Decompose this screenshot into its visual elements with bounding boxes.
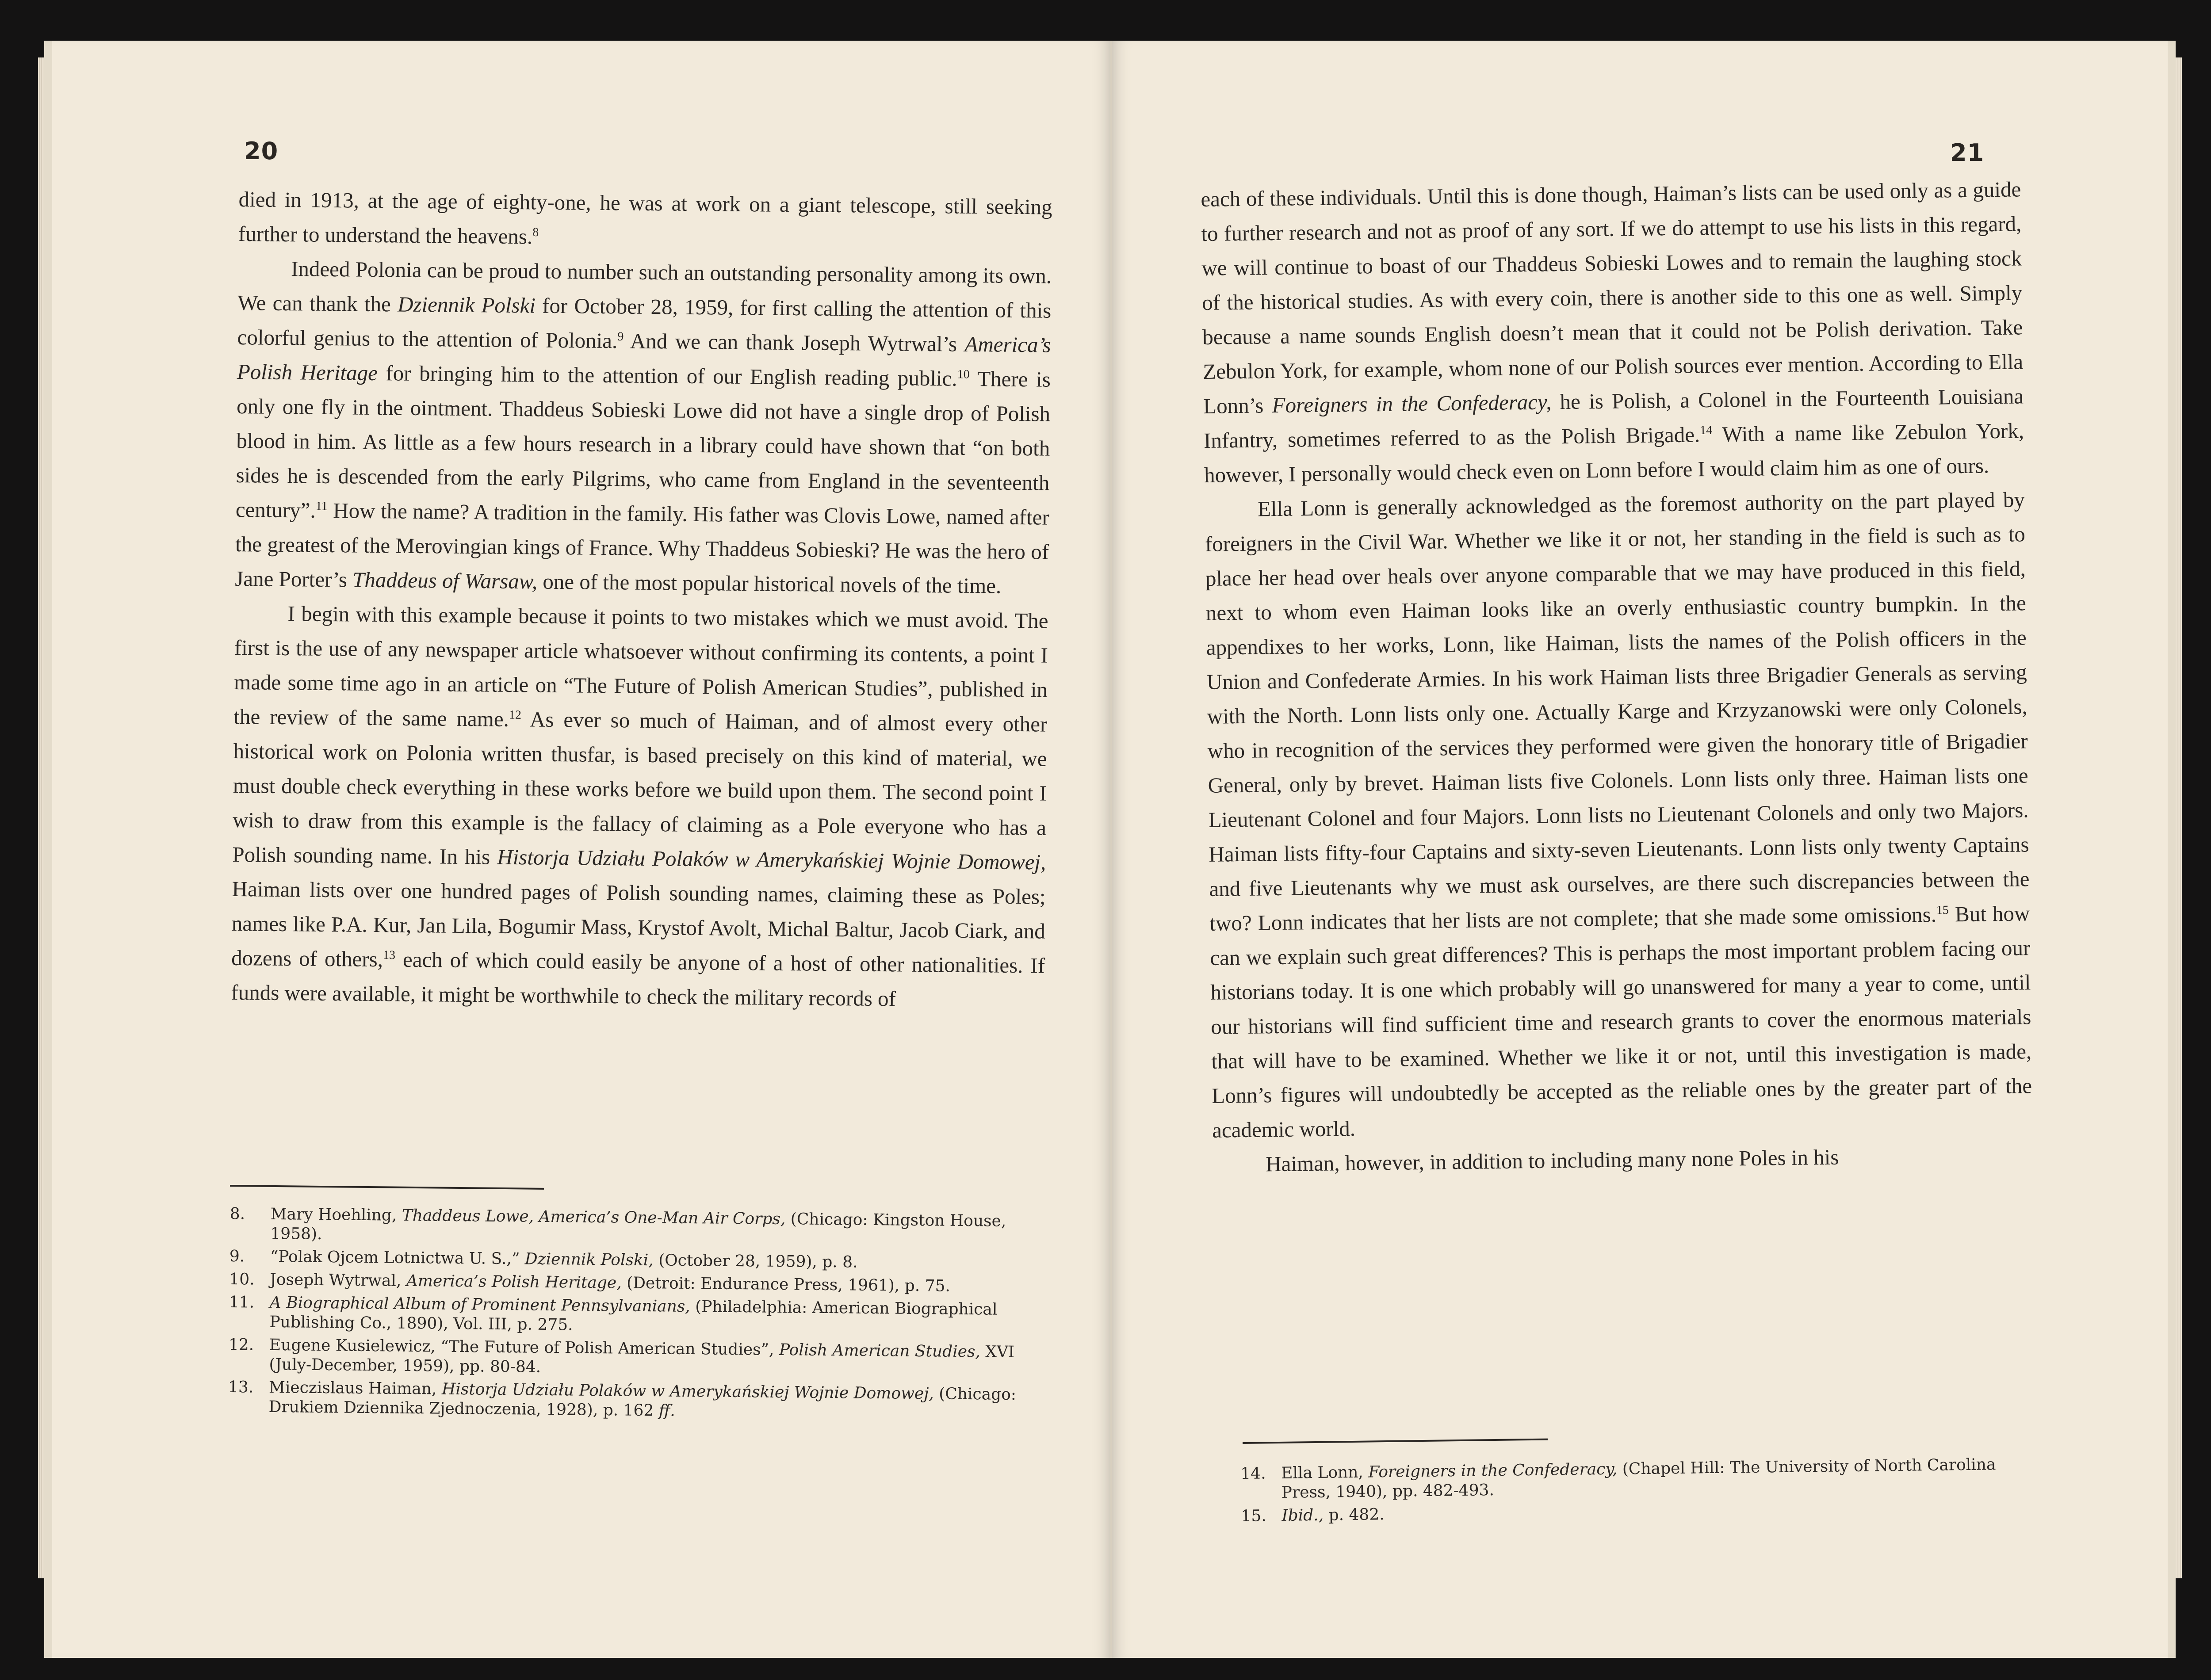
footnote	[229, 1293, 1043, 1340]
footnote-marker: 11	[315, 499, 328, 513]
footnote-rule	[230, 1185, 544, 1190]
italic-text: Dziennik Polski	[397, 292, 536, 318]
text-run: (Chicago: Drukiem Dziennika Zjednoczenia, 1928), p. 162	[268, 1385, 1017, 1420]
italic-text: America’s Polish Heritage	[237, 332, 1051, 386]
text-run: Mieczislaus Haiman,	[268, 1378, 442, 1398]
footnote-number: 12.	[228, 1335, 254, 1354]
footnote-text	[1281, 1505, 1385, 1525]
footnote-marker: 12	[509, 708, 522, 722]
footnote	[228, 1378, 1042, 1424]
page-edge-left	[38, 57, 44, 1578]
paragraph	[1201, 172, 2024, 493]
footnote-number: 14.	[1240, 1464, 1266, 1483]
text-run: for October 28, 1959, for first calling the attention of this colorful genius to the attention of Polonia.	[237, 293, 1052, 353]
footnote-marker: 13	[383, 948, 396, 962]
italic-text: Foreigners in the Confederacy,	[1368, 1460, 1618, 1481]
text-run: Ella Lonn,	[1281, 1463, 1369, 1482]
text-run: Haiman lists over one hundred pages of Polish sounding names, claiming these as Poles; names like P.A. Kur, Jan Lila, Bogumir Mass, Krystof Avolt, Michal Baltur, Jacob Ciark, and dozens of others,	[231, 876, 1046, 972]
page-edge-right	[2176, 57, 2182, 1578]
text-run: each of these individuals. Until this is done though, Haiman’s lists can be used only as a guide to further research and not as proof of any sort. If we do attempt to use his lists in this regard, we will continue to boast of our Thaddeus Sobieski Lowes and to remain the laughing stock of the historical studies. As with every coin, there is another side to this one as well. Simply because a name sounds English doesn’t mean that it could not be Polish derivation. Take Zebulon York, for example, whom none of our Polish sources ever mention. According to Ella Lonn’s	[1201, 177, 2024, 418]
paragraph	[235, 251, 1052, 604]
footnote-number: 8.	[230, 1205, 245, 1223]
text-run: he is Polish, a Colonel in the Fourteenth Louisiana Infantry, sometimes referred to as the Polish Brigade.	[1203, 384, 2024, 453]
text-run: How the name? A tradition in the family. His father was Clovis Lowe, named after the greatest of the Merovingian kings of France. Why Thaddeus Sobieski? He was the hero of Jane Porter’s	[235, 498, 1050, 592]
italic-text: Thaddeus Lowe, America’s One-Man Air Corps,	[402, 1206, 786, 1229]
italic-text: America’s Polish Heritage,	[406, 1271, 622, 1292]
footnote-text	[270, 1205, 1006, 1243]
footnote-text	[269, 1336, 1014, 1376]
paragraph	[231, 596, 1048, 1018]
footnote	[230, 1204, 1044, 1251]
text-run: (Chapel Hill: The University of North Carolina Press, 1940), pp. 482-493.	[1281, 1455, 1996, 1502]
text-run: Mary Hoehling,	[270, 1205, 402, 1225]
footnote-marker: 14	[1699, 423, 1713, 437]
footnote-marker: 15	[1936, 903, 1949, 917]
text-run: (Detroit: Endurance Press, 1961), p. 75.	[621, 1274, 951, 1295]
body-text	[1201, 172, 2033, 1182]
text-run: But how can we explain such great differences? This is perhaps the most important problem facing our historians today. It is one which probably will go unanswered for many a year to come, until our historians will find sufficient time and research grants to cover the enormous materials that will have to be examined. Whether we like it or not, until this investigation is made, Lonn’s figures will undoubtedly be accepted as the reliable ones by the greater part of the academic world.	[1210, 901, 2032, 1142]
footnote	[230, 1247, 1043, 1274]
text-run: for bringing him to the attention of our English reading public.	[377, 361, 957, 391]
italic-text: Foreigners in the Confederacy,	[1272, 389, 1552, 418]
italic-text: Dziennik Polski,	[524, 1250, 654, 1270]
italic-text: Ibid.,	[1281, 1506, 1324, 1525]
footnote-marker: 8	[532, 225, 539, 240]
text-run: p. 482.	[1323, 1505, 1385, 1524]
footnote-text	[1281, 1455, 1996, 1502]
text-run: Indeed Polonia can be proud to number such an outstanding personality among its own. We can thank the	[237, 256, 1052, 317]
text-run: “Polak Ojcem Lotnictwa U. S.,”	[270, 1247, 525, 1268]
text-run: I begin with this example because it points to two mistakes which we must avoid. The first is the use of any newspaper article whatsoever without confirming its contents, a point I made some time ago in an article on “The Future of Polish American Studies”, published in the review of the same name.	[233, 601, 1048, 731]
footnote-text	[269, 1294, 997, 1334]
footnote-number: 15.	[1241, 1507, 1266, 1525]
paragraph	[1205, 482, 2033, 1148]
text-run: one of the most popular historical novels of the time.	[537, 569, 1002, 598]
footnote-marker: 10	[957, 367, 970, 382]
text-run: died in 1913, at the age of eighty-one, he was at work on a giant telescope, still seeking further to understand the heavens.	[238, 187, 1052, 249]
italic-text: Polish American Studies,	[779, 1340, 981, 1361]
paragraph	[238, 182, 1052, 259]
footnote	[228, 1335, 1042, 1382]
footnote	[1240, 1455, 2019, 1503]
text-run: Joseph Wytrwal,	[270, 1270, 407, 1290]
footnote-rule	[1243, 1439, 1548, 1444]
left-page	[44, 41, 1112, 1658]
page-number: 20	[244, 137, 279, 165]
footnote-marker: 9	[617, 329, 624, 344]
footnote-number: 13.	[228, 1378, 254, 1397]
text-run: With a name like Zebulon York, however, I personally would check even on Lonn before I would claim him as one of ours.	[1204, 418, 2024, 487]
text-run: (Chicago: Kingston House, 1958).	[270, 1210, 1006, 1244]
footnote-text	[268, 1378, 1016, 1420]
text-run: Haiman, however, in addition to including many none Poles in his	[1265, 1145, 1839, 1176]
italic-text: Historja Udziału Polaków w Amerykańskiej Wojnie Domowej,	[441, 1380, 934, 1403]
text-run: each of which could easily be anyone of a host of other nationalities. If funds were available, it might be worthwhile to check the military records of	[231, 947, 1045, 1011]
footnote-number: 11.	[229, 1293, 255, 1312]
text-run: As ever so much of Haiman, and of almost every other historical work on Polonia written thusfar, is based precisely on this kind of material, we must double check everything in these works before we build upon them. The second point I wish to draw from this example is the fallacy of claiming as a Pole everyone who has a Polish sounding name. In his	[232, 707, 1048, 869]
text-run: Ella Lonn is generally acknowledged as the foremost authority on the part played by foreigners in the Civil War. Whether we like it or not, her standing in the field is such as to place her head over heals over anyone comparable that we may have produced in this field, next to whom even Haiman looks like an overly enthusiastic country bumpkin. In the appendixes to her works, Lonn, like Haiman, lists the names of the Polish officers in the Union and Confederate Armies. In his work Haiman lists three Brigadier Generals as serving with the North. Lonn lists only one. Actually Karge and Krzyzanowski were only Colonels, who in recognition of the services they performed were given the honorary title of Brigadier General, only by brevet. Haiman lists five Colonels. Lonn lists only three. Haiman lists one Lieutenant Colonel and four Majors. Lonn lists no Lieutenant Colonels and only two Majors. Haiman lists fifty-four Captains and sixty-seven Lieutenants. Lonn lists only twenty Captains and five Lieutenants why we must ask ourselves, are there such discrepancies between the two? Lonn indicates that her lists are not complete; that she made some omissions.	[1205, 487, 2030, 935]
footnote-text	[270, 1271, 950, 1295]
footnotes	[228, 1204, 1044, 1428]
footnotes	[1240, 1455, 2020, 1529]
footnote-number: 10.	[229, 1270, 255, 1289]
text-run: There is only one fly in the ointment. Thaddeus Sobieski Lowe did not have a single drop of Polish blood in him. As little as a few hours research in a library could have shown that “on both sides he is descended from the early Pilgrims, who came from England in the seventeenth century”.	[235, 366, 1051, 523]
italic-text: Thaddeus of Warsaw,	[352, 567, 538, 594]
text-run: Eugene Kusielewicz, “The Future of Polish American Studies”,	[269, 1336, 780, 1359]
text-run: And we can thank Joseph Wytrwal’s	[624, 328, 965, 356]
footnote-text	[270, 1248, 858, 1271]
right-page	[1112, 41, 2176, 1658]
italic-text: Historja Udziału Polaków w Amerykańskiej Wojnie Domowej,	[497, 844, 1046, 874]
text-run: XVI (July-December, 1959), pp. 80-84.	[269, 1343, 1015, 1376]
body-text	[231, 182, 1052, 1018]
text-run: (October 28, 1959), p. 8.	[653, 1251, 858, 1271]
italic-text: A Biographical Album of Prominent Pennsylvanians,	[269, 1293, 690, 1316]
footnote	[229, 1270, 1043, 1297]
text-run: (Philadelphia: American Biographical Publishing Co., 1890), Vol. III, p. 275.	[269, 1298, 998, 1334]
italic-text: ff.	[658, 1401, 675, 1420]
page-number: 21	[1950, 139, 1985, 167]
footnote-number: 9.	[229, 1247, 245, 1266]
